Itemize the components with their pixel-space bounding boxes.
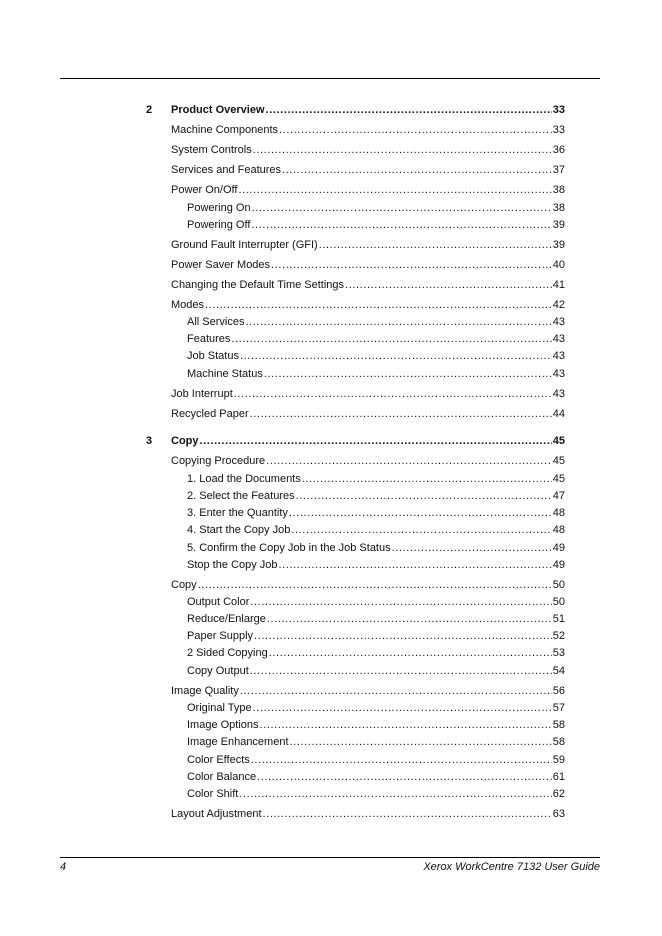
toc-entry-title: All Services bbox=[187, 316, 245, 328]
toc-entry-row[interactable] bbox=[0, 505, 662, 521]
toc-entry-row[interactable] bbox=[0, 182, 662, 198]
toc-entry-page-number: 49 bbox=[552, 559, 565, 571]
toc-entry-page-number: 59 bbox=[552, 754, 565, 766]
toc-entry-page-number: 63 bbox=[552, 808, 565, 820]
toc-entry-row[interactable] bbox=[0, 734, 662, 750]
toc-entry-leader bbox=[187, 700, 565, 716]
toc-entry-leader bbox=[187, 769, 565, 785]
toc-entry-row[interactable] bbox=[0, 471, 662, 487]
toc-entry-row[interactable] bbox=[0, 200, 662, 216]
toc-entry-page-number: 43 bbox=[552, 350, 565, 362]
toc-entry-leader bbox=[171, 277, 565, 293]
chapter-number: 3 bbox=[146, 435, 153, 447]
toc-entry-leader bbox=[187, 594, 565, 610]
toc-entry-leader bbox=[187, 522, 565, 538]
toc-entry-title: 1. Load the Documents bbox=[187, 473, 301, 485]
dot-leader bbox=[252, 200, 552, 216]
toc-entry-title: Reduce/Enlarge bbox=[187, 613, 266, 625]
toc-entry-row[interactable] bbox=[0, 683, 662, 699]
toc-entry-title: Color Effects bbox=[187, 754, 250, 766]
toc-entry-page-number: 62 bbox=[552, 788, 565, 800]
toc-entry-leader bbox=[187, 314, 565, 330]
toc-entry-row[interactable] bbox=[0, 297, 662, 313]
toc-entry-page-number: 42 bbox=[552, 299, 565, 311]
toc-entry-title: Image Options bbox=[187, 719, 259, 731]
toc-entry-page-number: 51 bbox=[552, 613, 565, 625]
toc-entry-leader bbox=[171, 142, 565, 158]
toc-entry-leader bbox=[171, 182, 565, 198]
toc-entry-leader bbox=[171, 406, 565, 422]
toc-entry-title: Paper Supply bbox=[187, 630, 254, 642]
toc-entry-row[interactable] bbox=[0, 663, 662, 679]
dot-leader bbox=[253, 142, 552, 158]
toc-entry-page-number: 57 bbox=[552, 702, 565, 714]
dot-leader bbox=[266, 102, 552, 118]
toc-entry-leader bbox=[187, 557, 565, 573]
toc-entry-page-number: 48 bbox=[552, 524, 565, 536]
toc-entry-row[interactable] bbox=[0, 277, 662, 293]
toc-entry-page-number: 39 bbox=[552, 219, 565, 231]
toc-entry-leader bbox=[171, 577, 565, 593]
toc-entry-leader bbox=[171, 453, 565, 469]
toc-entry-page-number: 45 bbox=[552, 455, 565, 467]
dot-leader bbox=[240, 683, 552, 699]
toc-entry-page-number: 53 bbox=[552, 647, 565, 659]
toc-entry-title: Machine Components bbox=[171, 124, 279, 136]
dot-leader bbox=[267, 611, 552, 627]
toc-entry-leader bbox=[187, 628, 565, 644]
toc-entry-row[interactable] bbox=[0, 577, 662, 593]
toc-entry-title: Output Color bbox=[187, 596, 250, 608]
dot-leader bbox=[290, 734, 552, 750]
dot-leader bbox=[302, 471, 552, 487]
toc-entry-title: Ground Fault Interrupter (GFI) bbox=[171, 239, 318, 251]
dot-leader bbox=[264, 366, 552, 382]
toc-entry-leader bbox=[171, 257, 565, 273]
toc-entry-page-number: 39 bbox=[552, 239, 565, 251]
dot-leader bbox=[250, 594, 551, 610]
toc-entry-leader bbox=[187, 734, 565, 750]
toc-entry-row[interactable] bbox=[0, 314, 662, 330]
toc-entry-page-number: 50 bbox=[552, 579, 565, 591]
toc-entry-leader bbox=[171, 102, 565, 118]
toc-entry-row[interactable] bbox=[0, 237, 662, 253]
toc-entry-page-number: 58 bbox=[552, 736, 565, 748]
toc-entry-title: 3. Enter the Quantity bbox=[187, 507, 288, 519]
toc-entry-leader bbox=[187, 663, 565, 679]
toc-entry-leader bbox=[187, 217, 565, 233]
dot-leader bbox=[392, 540, 552, 556]
toc-entry-row[interactable] bbox=[0, 611, 662, 627]
toc-entry-title: Services and Features bbox=[171, 164, 282, 176]
toc-entry-title: Color Shift bbox=[187, 788, 239, 800]
toc-entry-leader bbox=[187, 786, 565, 802]
toc-entry-leader bbox=[171, 806, 565, 822]
toc-entry-row[interactable] bbox=[0, 645, 662, 661]
dot-leader bbox=[271, 257, 552, 273]
toc-entry-leader bbox=[171, 162, 565, 178]
toc-entry-title: 4. Start the Copy Job bbox=[187, 524, 291, 536]
toc-entry-row[interactable] bbox=[0, 806, 662, 822]
dot-leader bbox=[200, 433, 552, 449]
toc-entry-title: Color Balance bbox=[187, 771, 257, 783]
toc-entry-leader bbox=[187, 471, 565, 487]
dot-leader bbox=[269, 645, 552, 661]
toc-entry-leader bbox=[171, 386, 565, 402]
toc-entry-title: Copy Output bbox=[187, 665, 249, 677]
toc-entry-page-number: 45 bbox=[552, 473, 565, 485]
toc-entry-row[interactable] bbox=[0, 331, 662, 347]
toc-entry-row[interactable] bbox=[0, 453, 662, 469]
toc-entry-page-number: 52 bbox=[552, 630, 565, 642]
footer-rule bbox=[60, 857, 600, 858]
toc-entry-title: Product Overview bbox=[171, 104, 265, 116]
toc-entry-row[interactable] bbox=[0, 557, 662, 573]
toc-entry-page-number: 58 bbox=[552, 719, 565, 731]
dot-leader bbox=[251, 752, 552, 768]
toc-entry-leader bbox=[187, 505, 565, 521]
toc-entry-leader bbox=[187, 645, 565, 661]
toc-entry-title: System Controls bbox=[171, 144, 252, 156]
toc-entry-title: Layout Adjustment bbox=[171, 808, 262, 820]
toc-entry-leader bbox=[171, 683, 565, 699]
toc-entry-row[interactable] bbox=[0, 406, 662, 422]
dot-leader bbox=[198, 577, 552, 593]
dot-leader bbox=[245, 314, 551, 330]
toc-entry-title: Image Quality bbox=[171, 685, 239, 697]
toc-entry-row[interactable] bbox=[0, 700, 662, 716]
toc-entry-title: Job Interrupt bbox=[171, 388, 233, 400]
dot-leader bbox=[234, 386, 552, 402]
toc-entry-row[interactable] bbox=[0, 594, 662, 610]
toc-entry-page-number: 43 bbox=[552, 388, 565, 400]
toc-entry-leader bbox=[171, 297, 565, 313]
dot-leader bbox=[345, 277, 552, 293]
toc-entry-leader bbox=[187, 717, 565, 733]
toc-chapter-row[interactable] bbox=[0, 433, 662, 449]
dot-leader bbox=[231, 331, 551, 347]
toc-entry-title: Copy bbox=[171, 435, 199, 447]
toc-entry-page-number: 50 bbox=[552, 596, 565, 608]
toc-entry-page-number: 43 bbox=[552, 316, 565, 328]
header-rule bbox=[60, 78, 600, 79]
toc-entry-leader bbox=[187, 752, 565, 768]
toc-entry-title: Recycled Paper bbox=[171, 408, 249, 420]
toc-entry-page-number: 61 bbox=[552, 771, 565, 783]
toc-entry-page-number: 33 bbox=[552, 104, 565, 116]
toc-entry-page-number: 45 bbox=[552, 435, 565, 447]
toc-entry-page-number: 49 bbox=[552, 542, 565, 554]
toc-entry-leader bbox=[187, 611, 565, 627]
toc-entry-page-number: 38 bbox=[552, 184, 565, 196]
dot-leader bbox=[289, 505, 552, 521]
toc-entry-leader bbox=[187, 366, 565, 382]
toc-entry-row[interactable] bbox=[0, 769, 662, 785]
toc-entry-row[interactable] bbox=[0, 786, 662, 802]
toc-entry-page-number: 43 bbox=[552, 333, 565, 345]
toc-entry-title: Job Status bbox=[187, 350, 239, 362]
dot-leader bbox=[240, 348, 552, 364]
dot-leader bbox=[319, 237, 552, 253]
toc-entry-page-number: 40 bbox=[552, 259, 565, 271]
toc-entry-row[interactable] bbox=[0, 386, 662, 402]
toc-entry-title: 5. Confirm the Copy Job in the Job Status bbox=[187, 542, 391, 554]
toc-entry-page-number: 47 bbox=[552, 490, 565, 502]
toc-entry-leader bbox=[187, 540, 565, 556]
toc-entry-title: Image Enhancement bbox=[187, 736, 289, 748]
toc-entry-leader bbox=[187, 331, 565, 347]
toc-entry-row[interactable] bbox=[0, 717, 662, 733]
dot-leader bbox=[282, 162, 552, 178]
toc-entry-title: Features bbox=[187, 333, 231, 345]
toc-entry-leader bbox=[171, 237, 565, 253]
toc-entry-leader bbox=[187, 200, 565, 216]
toc-entry-row[interactable] bbox=[0, 122, 662, 138]
chapter-number: 2 bbox=[146, 104, 153, 116]
toc-entry-title: Power On/Off bbox=[171, 184, 238, 196]
toc-entry-row[interactable] bbox=[0, 540, 662, 556]
toc-entry-row[interactable] bbox=[0, 628, 662, 644]
toc-entry-title: Changing the Default Time Settings bbox=[171, 279, 345, 291]
toc-entry-row[interactable] bbox=[0, 142, 662, 158]
toc-entry-leader bbox=[187, 348, 565, 364]
toc-entry-title: Machine Status bbox=[187, 368, 263, 380]
toc-entry-title: Power Saver Modes bbox=[171, 259, 271, 271]
footer-page-number: 4 bbox=[60, 861, 67, 873]
dot-leader bbox=[279, 557, 552, 573]
toc-entry-page-number: 41 bbox=[552, 279, 565, 291]
dot-leader bbox=[266, 453, 552, 469]
toc-chapter-row[interactable] bbox=[0, 102, 662, 118]
toc-entry-leader bbox=[171, 122, 565, 138]
toc-entry-row[interactable] bbox=[0, 752, 662, 768]
toc-entry-page-number: 54 bbox=[552, 665, 565, 677]
toc-entry-title: 2 Sided Copying bbox=[187, 647, 268, 659]
toc-entry-title: Powering Off bbox=[187, 219, 251, 231]
toc-entry-page-number: 37 bbox=[552, 164, 565, 176]
toc-entry-row[interactable] bbox=[0, 162, 662, 178]
dot-leader bbox=[239, 786, 551, 802]
dot-leader bbox=[263, 806, 552, 822]
toc-entry-page-number: 33 bbox=[552, 124, 565, 136]
toc-entry-row[interactable] bbox=[0, 522, 662, 538]
toc-entry-leader bbox=[171, 433, 565, 449]
dot-leader bbox=[260, 717, 552, 733]
dot-leader bbox=[251, 217, 551, 233]
toc-entry-row[interactable] bbox=[0, 348, 662, 364]
toc-entry-title: Copying Procedure bbox=[171, 455, 266, 467]
toc-entry-page-number: 44 bbox=[552, 408, 565, 420]
toc-entry-page-number: 56 bbox=[552, 685, 565, 697]
dot-leader bbox=[279, 122, 552, 138]
toc-entry-leader bbox=[187, 488, 565, 504]
dot-leader bbox=[250, 406, 552, 422]
toc-entry-page-number: 38 bbox=[552, 202, 565, 214]
dot-leader bbox=[257, 769, 552, 785]
dot-leader bbox=[250, 663, 552, 679]
dot-leader bbox=[253, 700, 552, 716]
toc-entry-row[interactable] bbox=[0, 217, 662, 233]
toc-entry-title: Stop the Copy Job bbox=[187, 559, 278, 571]
toc-entry-title: Original Type bbox=[187, 702, 252, 714]
toc-entry-title: Modes bbox=[171, 299, 205, 311]
toc-entry-page-number: 36 bbox=[552, 144, 565, 156]
toc-entry-row[interactable] bbox=[0, 366, 662, 382]
dot-leader bbox=[238, 182, 551, 198]
dot-leader bbox=[205, 297, 552, 313]
dot-leader bbox=[296, 488, 552, 504]
toc-entry-row[interactable] bbox=[0, 488, 662, 504]
toc-entry-page-number: 48 bbox=[552, 507, 565, 519]
toc-entry-title: 2. Select the Features bbox=[187, 490, 295, 502]
toc-entry-row[interactable] bbox=[0, 257, 662, 273]
toc-entry-page-number: 43 bbox=[552, 368, 565, 380]
toc-entry-title: Powering On bbox=[187, 202, 251, 214]
dot-leader bbox=[291, 522, 551, 538]
dot-leader bbox=[254, 628, 552, 644]
footer-document-title: Xerox WorkCentre 7132 User Guide bbox=[423, 861, 600, 873]
toc-entry-title: Copy bbox=[171, 579, 197, 591]
